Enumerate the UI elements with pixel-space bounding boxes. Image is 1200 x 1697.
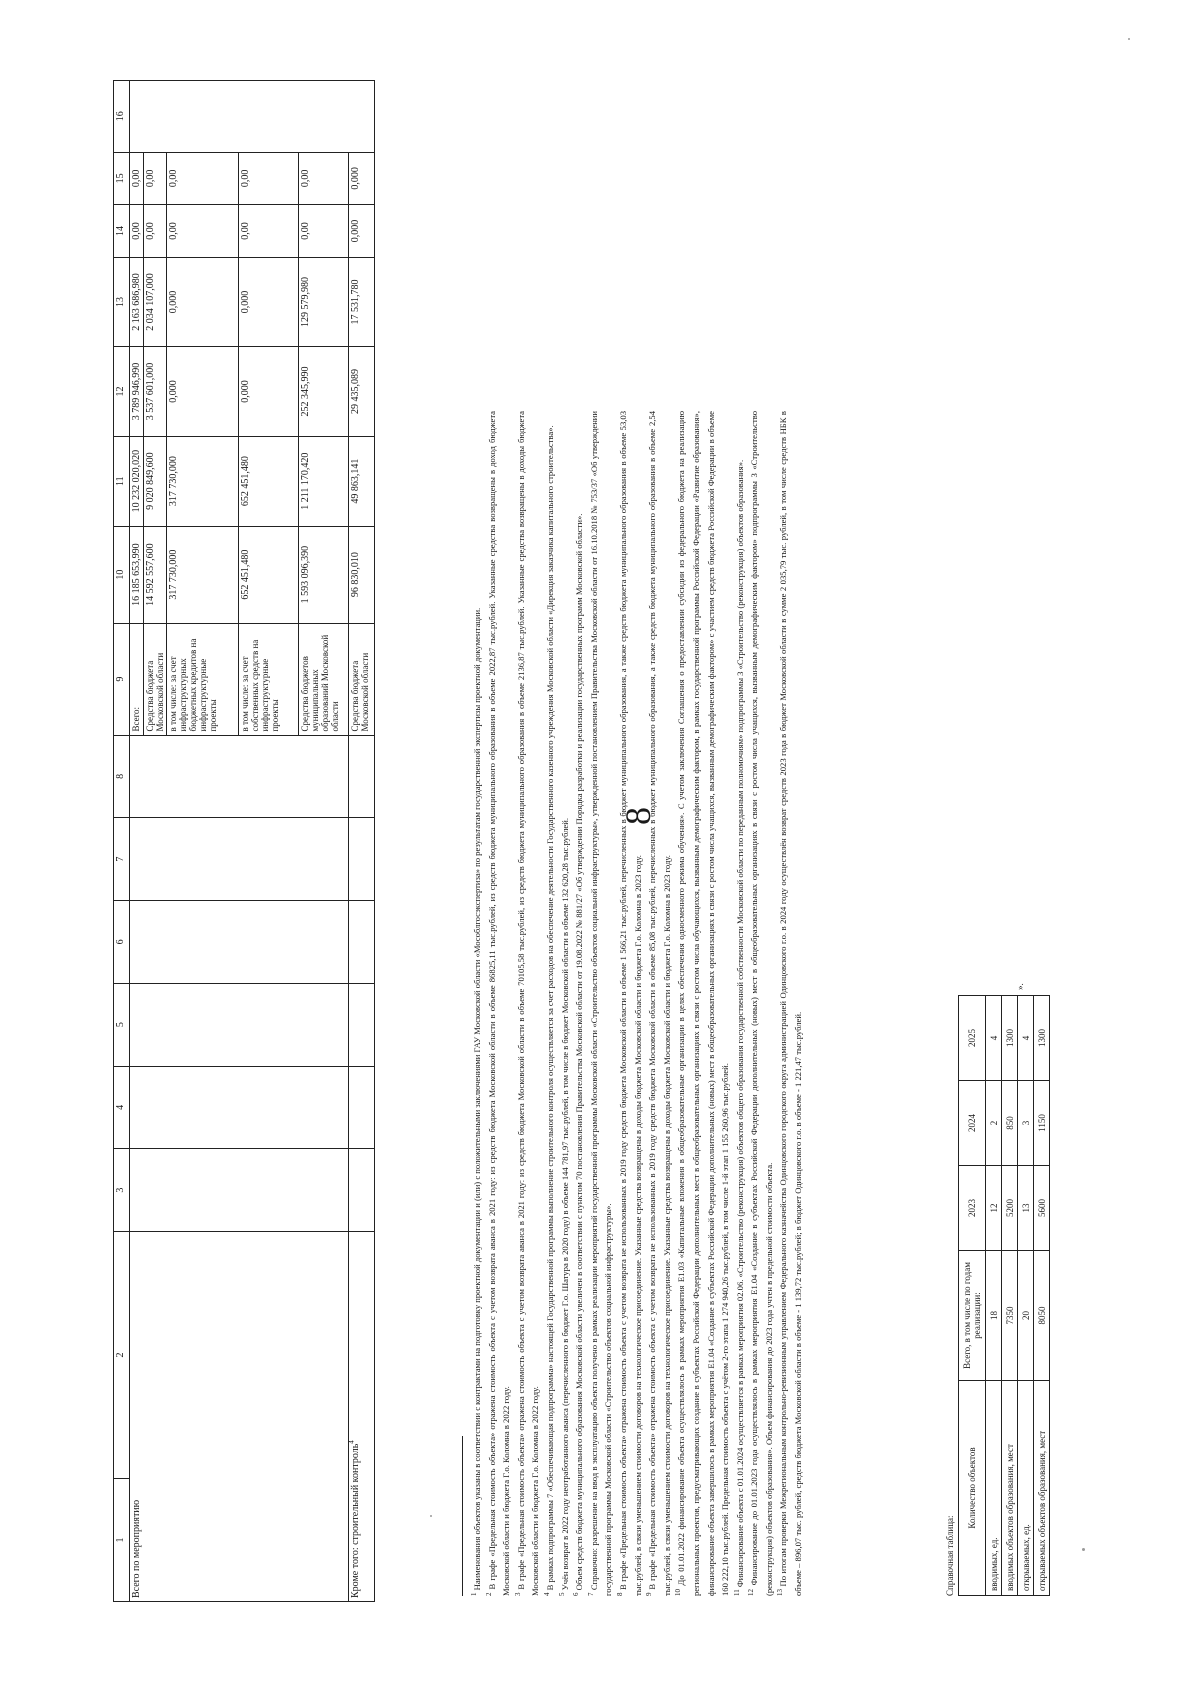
table-cell: 1300 [1002, 996, 1018, 1081]
amount-cell: 0,00 [239, 152, 299, 205]
amount-cell: 96 830,010 [349, 526, 375, 623]
table-cell: 2 [986, 1081, 1002, 1166]
amount-cell: 252 345,990 [299, 347, 349, 436]
table-cell: 4 [1018, 996, 1034, 1081]
funding-source: Средства бюджета Московской области [349, 623, 375, 735]
footnote-divider [462, 1436, 463, 1596]
amount-cell: 3 789 946,990 [130, 347, 144, 436]
amount-cell: 0,000 [239, 347, 299, 436]
amount-cell: 652 451,480 [239, 436, 299, 526]
row-label: открываемых объектов образования, мест [1034, 1381, 1050, 1596]
footnote: $^{10}$ До 01.01.2022 финансирование объекта осуществлялось в рамках мероприятия Е1.03 «Капитальные вложения в общеобразовательные организации в целях обеспечения односменного режима обучения». С учетом заключения Соглашения о предоставлении субсидии из федерального бюджета на реализацию региональных проектов, предусматривающих создание в субъектах Российской Федерации дополнительных мест в общеобразовательных организациях в связи с ростом числа обучающихся, вызванным демографическим фактором, в рамках государственной программы Российской Федерации «Развитие образования», финансирование объекта завершилось в рамках мероприятия Е1.04 «Создание в субъектах Российской Федерации дополнительных (новых) мест в общеобразовательных организациях в связи с ростом числа учащихся, вызванным демографическим фактором» с участием средств бюджета Российской Федерации в объеме 160 222,10 тыс.рублей. Предельная стоимость объекта с учётом 2-го этапа 1 274 940,26 тыс.рублей, в том числе 1-й этап 1 155 260,96 тыс.рублей. [674, 411, 731, 1596]
amount-cell: 2 034 107,000 [144, 257, 167, 346]
footnote: $^7$ Справочно: разрешение на ввод в эксплуатацию объекта получено в рамках реализации мероприятий государственной программы Московской области «Строительство объектов социальной инфраструктуры», утвержденной постановлением Правительства Московской области от 16.10.2018 № 753/37 «Об утверждении государственной программы Московской области «Строительство объектов социальной инфраструктуры». [586, 411, 614, 1596]
column-header: 12 [114, 347, 130, 436]
column-header: 16 [114, 81, 130, 153]
group-label: Всего по мероприятию [130, 1232, 349, 1602]
amount-cell: 0,00 [144, 152, 167, 205]
amount-cell: 3 537 601,000 [144, 347, 167, 436]
budget-table [113, 80, 375, 1602]
amount-cell: 2 163 686,980 [130, 257, 144, 346]
footnote: $^{13}$ По итогам проверки Межрегиональным контрольно-ревизионным управлением Федерального казначейства Одинцовского городского округа администрацией Одинцовского г.о. в 2024 году осуществлён возврат средств 2023 года в бюджет Московской области в сумме 2 035,79 тыс. рублей, в том числе средств НБК в объеме – 896,07 тыс. рублей, средств бюджета Московской области в объеме - 1 139,72 тыс.рублей; в бюджет Одинцовского г.о. в объеме - 1 221,47 тыс.рублей. [776, 411, 804, 1596]
column-header: 4 [114, 1066, 130, 1149]
table-header-row [114, 81, 130, 1602]
table-cell: 1150 [1034, 1081, 1050, 1166]
table-cell: 3 [1018, 1081, 1034, 1166]
table-row [986, 996, 1002, 1596]
column-header: 2 [114, 1232, 130, 1479]
table-cell: 1300 [1034, 996, 1050, 1081]
reference-table [958, 995, 1050, 1596]
column-header: 1 [114, 1478, 130, 1601]
column-header: 13 [114, 257, 130, 346]
footnote: $^5$ Учён возврат в 2022 году неотработанного аванса (перечисленного в бюджет Г.о. Шатура в 2020 году) в объеме 144 781,97 тыс.рублей, в том числе в бюджет Московской области в объеме 132 620,28 тыс.рублей. [557, 818, 570, 1596]
funding-source: в том числе: за счет инфраструктурных бюджетных кредитов на инфраструктурные проекты [167, 623, 239, 735]
table-cell: 5200 [1002, 1166, 1018, 1251]
footnote: $^3$ В графе «Предельная стоимость объекта» отражена стоимость объекта с учетом возврата аванса в 2021 году: из средств бюджета Московской области в объеме 70105,58 тыс.рублей, из средств бюджета муниципального образования в объеме 2136,87 тыс.рублей. Указанные средства возвращены в доходы бюджета Московской области и бюджета Г.о. Коломна в 2022 году. [513, 411, 541, 1596]
amount-cell: 9 020 849,600 [144, 436, 167, 526]
page-number: 8 [618, 807, 658, 825]
amount-cell: 652 451,480 [239, 526, 299, 623]
amount-cell: 29 435,089 [349, 347, 375, 436]
table-cell: 18 [986, 1251, 1002, 1381]
funding-source: Всего: [130, 623, 144, 735]
column-header: Всего, в том числе по годам реализации: [959, 1251, 986, 1381]
closing-quote-mark: ». [1015, 983, 1025, 990]
amount-cell: 14 592 557,600 [144, 526, 167, 623]
table-row [1034, 996, 1050, 1596]
footnote: $^1$ Наименования объектов указаны в соответствии с контрактами на подготовку проектной документации и (или) с положительными заключениями ГАУ Московской области «Мособлгосэкспертиза» по результатам государственной экспертизы проектной документации. [470, 607, 482, 1596]
footnote: $^{11}$ Финансирование объекта с 01.01.2024 осуществляется в рамках мероприятия 02.06. «Строительство (реконструкция) объектов общего образования государственной собственности Московской области по переданным полномочиям» подпрограммы 3 «Строительство (реконструкция) объектов образования». [732, 459, 745, 1596]
column-header: 11 [114, 436, 130, 526]
column-header: 2024 [959, 1081, 986, 1166]
table-row [130, 81, 144, 1602]
column-header: 6 [114, 901, 130, 984]
table-row [1002, 996, 1018, 1596]
funding-source: в том числе: за счет собственных средств на инфраструктурные проекты [239, 623, 299, 735]
column-header: 8 [114, 735, 130, 818]
amount-cell: 0,00 [130, 152, 144, 205]
amount-cell: 317 730,000 [167, 436, 239, 526]
footnote: $^9$ В графе «Предельная стоимость объекта» отражена стоимость объекта с учетом возврата не использованных в 2019 году средств бюджета Московской области в объеме 85,08 тыс.рублей, перечисленных в бюджет муниципального образования, а также средств бюджета муниципального образования в объеме 2,54 тыс.рублей, в связи уменьшением стоимости договоров на технологическое присоединение. Указанные средства возвращены в доходы бюджета Московской области и бюджета Г.о. Коломна в 2023 году. [645, 411, 672, 1596]
table-cell: 5600 [1034, 1166, 1050, 1251]
column-header: 5 [114, 983, 130, 1066]
column-header: Количество объектов [959, 1381, 986, 1596]
funding-source: Средства бюджета Московской области [144, 623, 167, 735]
footnote: $^6$ Объем средств бюджета муниципального образования Московской области увеличен в соответствии с пунктом 70 постановления Правительства Московской области от 19.08.2022 № 881/27 «Об утверждении Порядка разработки и реализации государственных программ Московской области». [572, 513, 585, 1596]
amount-cell: 0,00 [167, 205, 239, 258]
amount-cell: 0,00 [167, 152, 239, 205]
scan-speck [1082, 1548, 1085, 1551]
amount-cell: 129 579,980 [299, 257, 349, 346]
column-header: 2023 [959, 1166, 986, 1251]
table-cell: 20 [1018, 1251, 1034, 1381]
column-header: 3 [114, 1149, 130, 1232]
row-label: вводимых, ед. [986, 1381, 1002, 1596]
table-cell: 7350 [1002, 1251, 1018, 1381]
row-label: открываемых, ед. [1018, 1381, 1034, 1596]
column-header: 10 [114, 526, 130, 623]
amount-cell: 49 863,141 [349, 436, 375, 526]
scan-speck [1128, 38, 1130, 40]
footnote: $^2$ В графе «Предельная стоимость объекта» отражена стоимость объекта с учетом возврата аванса в 2021 году: из средств бюджета Московской области в объеме 86825,11 тыс.рублей, из средств бюджета муниципального образования в объеме 2022,87 тыс.рублей. Указанные средства возвращены в доход бюджета Московской области и бюджета Г.о. Коломна в 2022 году. [484, 411, 512, 1596]
amount-cell: 0,00 [144, 205, 167, 258]
column-header: 7 [114, 818, 130, 901]
amount-cell: 0,00 [299, 152, 349, 205]
table-cell: 850 [1002, 1081, 1018, 1166]
group-label: Кроме того: строительный контроль$^4$ [349, 1232, 375, 1602]
amount-cell: 1 593 096,390 [299, 526, 349, 623]
table-row [1018, 996, 1034, 1596]
amount-cell: 0,00 [299, 205, 349, 258]
amount-cell: 0,00 [239, 205, 299, 258]
column-header: 14 [114, 205, 130, 258]
amount-cell: 16 185 653,990 [130, 526, 144, 623]
footnotes [470, 411, 806, 1596]
footnote: $^4$ В рамках подпрограммы 7 «Обеспечивающая подпрограмма» настоящей Государственной программы выполнение строительного контроля осуществляется за счет расходов на обеспечение деятельности Государственного казенного учреждения Московской области «Дирекция заказчика капитального строительства». [543, 425, 555, 1596]
column-header: 2025 [959, 996, 986, 1081]
amount-cell: 0,00 [130, 205, 144, 258]
amount-cell: 10 232 020,020 [130, 436, 144, 526]
column-header: 15 [114, 152, 130, 205]
rotated-landscape-page [0, 80, 1050, 1680]
footnote-marker: 4 [347, 1440, 356, 1444]
amount-cell: 0,000 [239, 257, 299, 346]
table-header-row [959, 996, 986, 1596]
table-row [349, 81, 375, 1602]
row-label: вводимых объектов образования, мест [1002, 1381, 1018, 1596]
amount-cell: 0,000 [349, 205, 375, 258]
amount-cell: 0,000 [167, 257, 239, 346]
amount-cell: 1 211 170,420 [299, 436, 349, 526]
amount-cell: 0,000 [349, 152, 375, 205]
amount-cell: 17 531,780 [349, 257, 375, 346]
table-cell: 8050 [1034, 1251, 1050, 1381]
amount-cell: 317 730,000 [167, 526, 239, 623]
table-cell: 4 [986, 996, 1002, 1081]
table-cell: 13 [1018, 1166, 1034, 1251]
amount-cell: 0,000 [167, 347, 239, 436]
column-header: 9 [114, 623, 130, 735]
footnote: $^8$ В графе «Предельная стоимость объекта» отражена стоимость объекта с учетом возврата не использованных в 2019 году средств бюджета Московской области в объеме 1 566,21 тыс.рублей, перечисленных в бюджет муниципального образования, а также средств бюджета муниципального образования в объеме 53,03 тыс.рублей, в связи уменьшением стоимости договоров на технологическое присоединение. Указанные средства возвращены в доходы бюджета Московской области и бюджета Г.о. Коломна в 2023 году. [616, 411, 643, 1596]
funding-source: Средства бюджетов муниципальных образований Московской области [299, 623, 349, 735]
table-cell: 12 [986, 1166, 1002, 1251]
footnote: $^{12}$ Финансирование до 01.01.2023 года осуществлялось в рамках мероприятия Е1.04 «Создание в субъектах Российской Федерации дополнительных (новых) мест в общеобразовательных организациях в связи с ростом числа учащихся, вызванным демографическим фактором» подпрограммы 3 «Строительство (реконструкция) объектов образования». Объем финансирования до 2023 года учтен в предельной стоимости объекта. [747, 411, 774, 1596]
reference-table-caption: Справочная таблица: [945, 1515, 955, 1596]
